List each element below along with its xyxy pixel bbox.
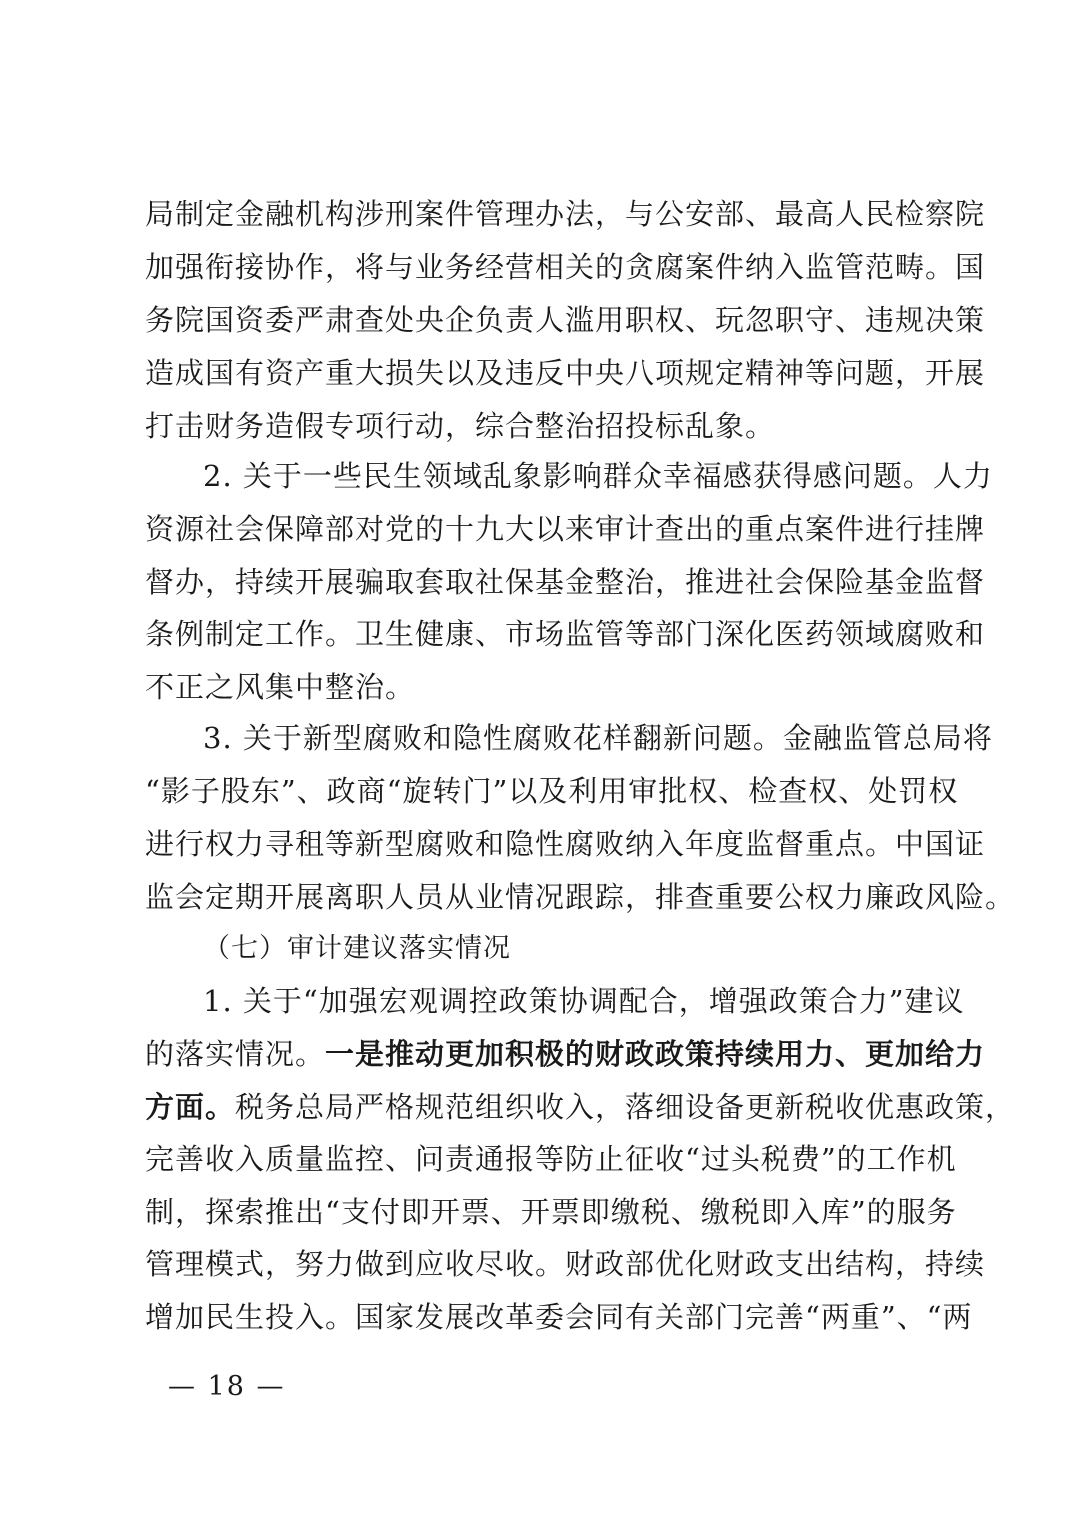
text-line: 务院国资委严肃查处央企负责人滥用职权、玩忽职守、违规决策 <box>145 303 986 337</box>
text-line: 完善收入质量监控、问责通报等防止征收“过头税费”的工作机 <box>145 1142 957 1176</box>
text-line <box>145 1081 1016 1133</box>
text-line: 条例制定工作。卫生健康、市场监管等部门深化医药领域腐败和 <box>145 617 986 651</box>
text-line: 督办，持续开展骗取套取社保基金整治，推进社会保险基金监督 <box>145 565 986 599</box>
bold-text-run: 一是推动更加积极的财政政策持续用力、更加给力 <box>325 1037 986 1071</box>
section-heading: （七）审计建议落实情况 <box>203 933 511 964</box>
text-run: 的落实情况。 <box>145 1037 326 1071</box>
text-run: 税务总局严格规范组织收入，落细设备更新税收优惠政策， <box>235 1090 1016 1124</box>
text-line: 加强衔接协作，将与业务经营相关的贪腐案件纳入监管范畴。国 <box>145 250 986 284</box>
text-line: 不正之风集中整治。 <box>145 670 416 704</box>
text-line: “影子股东”、政商“旋转门”以及利用审批权、检查权、处罚权 <box>145 774 959 808</box>
text-line: 造成国有资产重大损失以及违反中央八项规定精神等问题，开展 <box>145 356 986 390</box>
text-line <box>145 1028 986 1080</box>
text-line: 3. 关于新型腐败和隐性腐败花样翻新问题。金融监管总局将 <box>203 721 993 755</box>
text-line: 局制定金融机构涉刑案件管理办法，与公安部、最高人民检察院 <box>145 197 986 231</box>
text-line: 增加民生投入。国家发展改革委会同有关部门完善“两重”、“两 <box>145 1300 973 1334</box>
text-line: 制，探索推出“支付即开票、开票即缴税、缴税即入库”的服务 <box>145 1195 957 1229</box>
text-line: 管理模式，努力做到应收尽收。财政部优化财政支出结构，持续 <box>145 1247 986 1281</box>
text-line: 进行权力寻租等新型腐败和隐性腐败纳入年度监督重点。中国证 <box>145 827 986 861</box>
text-line: 监会定期开展离职人员从业情况跟踪，排查重要公权力廉政风险。 <box>145 880 1016 914</box>
text-line: 打击财务造假专项行动，综合整治招投标乱象。 <box>145 409 776 443</box>
page-number: — 18 — <box>168 1371 286 1402</box>
text-line: 2. 关于一些民生领域乱象影响群众幸福感获得感问题。人力 <box>203 459 993 493</box>
bold-text-run: 方面。 <box>145 1090 236 1124</box>
text-line: 1. 关于“加强宏观调控政策协调配合，增强政策合力”建议 <box>203 984 965 1018</box>
text-line: 资源社会保障部对党的十九大以来审计查出的重点案件进行挂牌 <box>145 512 986 546</box>
